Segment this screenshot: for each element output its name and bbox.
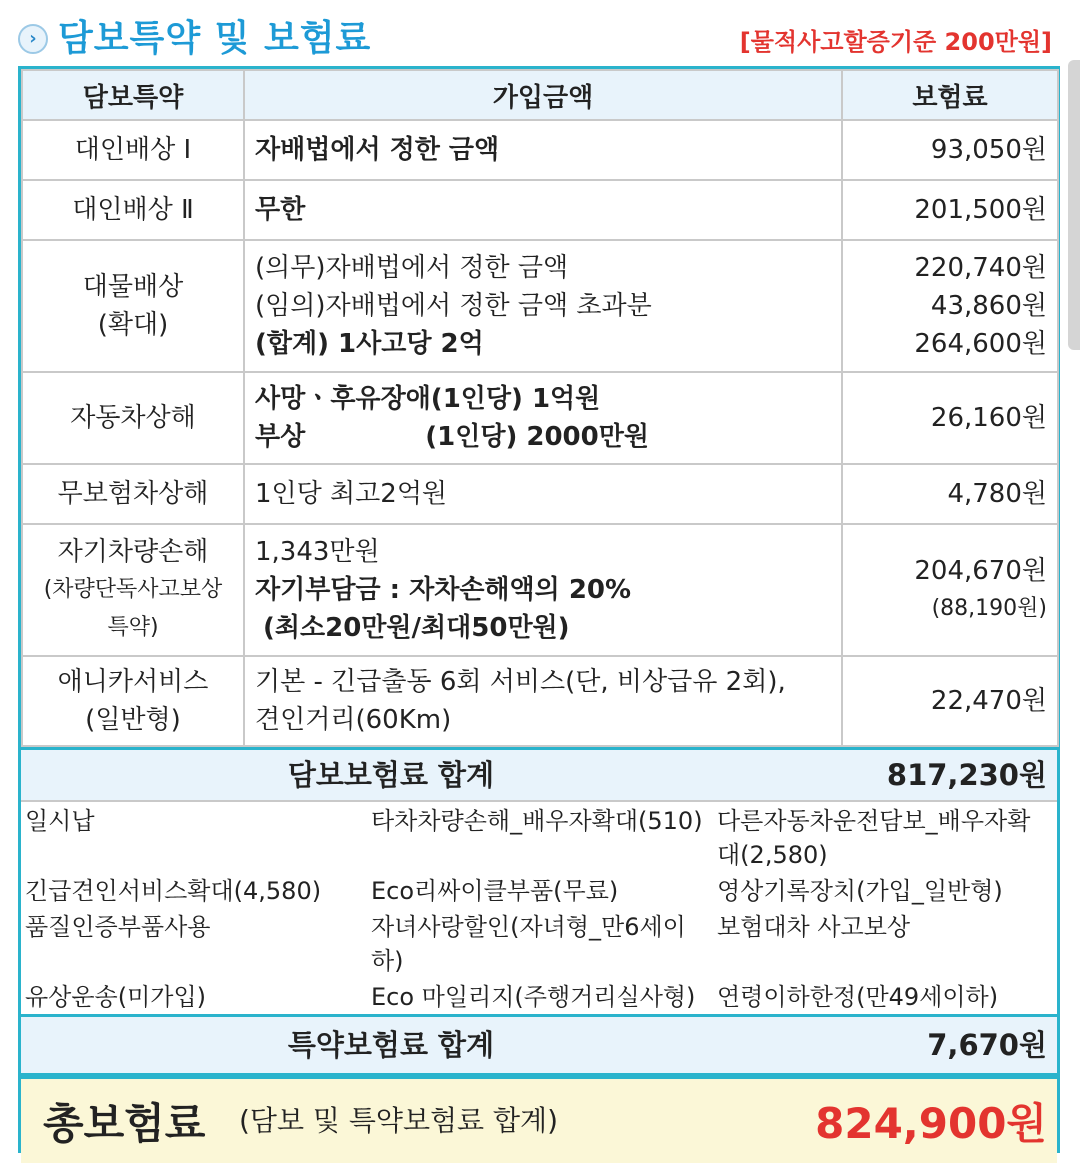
coverage-name: 무보험차상해 — [22, 464, 244, 524]
rider-item: 영상기록장치(가입_일반형) — [717, 877, 1003, 905]
grand-total-value: 824,900원 — [815, 1099, 1047, 1148]
table-row — [22, 656, 1058, 746]
coverage-total-bar — [21, 747, 1057, 802]
coverage-table — [21, 69, 1059, 747]
premium-table-container — [18, 66, 1060, 1153]
rider-item: 품질인증부품사용 — [25, 913, 211, 941]
coverage-amount: 기본 - 긴급출동 6회 서비스(단, 비상급유 2회), 견인거리(60Km) — [244, 656, 842, 746]
coverage-name: 애니카서비스 (일반형) — [22, 656, 244, 746]
coverage-name: 대인배상 Ⅱ — [22, 180, 244, 240]
coverage-premium: 26,160원 — [842, 372, 1058, 464]
rider-item: 연령이하한정(만49세이하) — [717, 983, 999, 1011]
scrollbar[interactable] — [1068, 60, 1080, 350]
rider-list — [21, 802, 1057, 1014]
table-row — [22, 524, 1058, 656]
coverage-premium: 220,740원 43,860원 264,600원 — [842, 240, 1058, 372]
coverage-amount: 자배법에서 정한 금액 — [244, 120, 842, 180]
coverage-name: 대인배상 Ⅰ — [22, 120, 244, 180]
coverage-premium: 93,050원 — [842, 120, 1058, 180]
rider-item: 다른자동차운전담보_배우자확 대(2,580) — [717, 807, 1031, 869]
coverage-amount: 1인당 최고2억원 — [244, 464, 842, 524]
rider-item: 유상운송(미가입) — [25, 983, 207, 1011]
coverage-premium: 22,470원 — [842, 656, 1058, 746]
coverage-premium: 204,670원 (88,190원) — [842, 524, 1058, 656]
table-row — [22, 372, 1058, 464]
rider-item: 자녀사랑할인(자녀형_만6세이 하) — [371, 913, 686, 975]
rider-item: Eco리싸이클부품(무료) — [371, 877, 619, 905]
table-row — [22, 180, 1058, 240]
coverage-name: 자동차상해 — [22, 372, 244, 464]
coverage-amount: 무한 — [244, 180, 842, 240]
table-row — [22, 240, 1058, 372]
section-header — [0, 0, 1080, 66]
rider-total-bar — [21, 1014, 1057, 1076]
coverage-amount: (의무)자배법에서 정한 금액 (임의)자배법에서 정한 금액 초과분 (합계) 1사고당 2억 — [244, 240, 842, 372]
coverage-amount: 사망ㆍ후유장애(1인당) 1억원 부상 (1인당) 2000만원 — [244, 372, 842, 464]
rider-item: 보험대차 사고보상 — [717, 913, 911, 941]
rider-item: 긴급견인서비스확대(4,580) — [25, 877, 322, 905]
rider-item: Eco 마일리지(주행거리실사형) — [371, 983, 696, 1011]
chevron-right-circle-icon[interactable]: › — [18, 24, 48, 54]
column-header: 가입금액 — [244, 70, 842, 120]
rider-total-label: 특약보험료 합계 — [287, 1028, 495, 1062]
rider-item: 타차차량손해_배우자확대(510) — [371, 807, 703, 835]
grand-total-label: 총보험료 — [43, 1099, 206, 1148]
accident-surcharge-note: [물적사고할증기준 200만원] — [739, 28, 1052, 56]
coverage-premium: 4,780원 — [842, 464, 1058, 524]
coverage-premium: 201,500원 — [842, 180, 1058, 240]
grand-total-subtitle: (담보 및 특약보험료 합계) — [239, 1104, 559, 1137]
coverage-name: 자기차량손해 (차량단독사고보상 특약) — [22, 524, 244, 656]
coverage-total-value: 817,230원 — [886, 758, 1047, 792]
grand-total-bar — [21, 1076, 1057, 1163]
table-header-row — [22, 70, 1058, 120]
rider-total-value: 7,670원 — [927, 1028, 1047, 1062]
column-header: 보험료 — [842, 70, 1058, 120]
section-title: 담보특약 및 보험료 — [58, 18, 372, 59]
rider-item: 일시납 — [25, 807, 95, 835]
table-row — [22, 120, 1058, 180]
coverage-total-label: 담보보험료 합계 — [287, 758, 495, 792]
column-header: 담보특약 — [22, 70, 244, 120]
table-row — [22, 464, 1058, 524]
coverage-amount: 1,343만원 자기부담금 : 자차손해액의 20% (최소20만원/최대50만원) — [244, 524, 842, 656]
coverage-name: 대물배상 (확대) — [22, 240, 244, 372]
